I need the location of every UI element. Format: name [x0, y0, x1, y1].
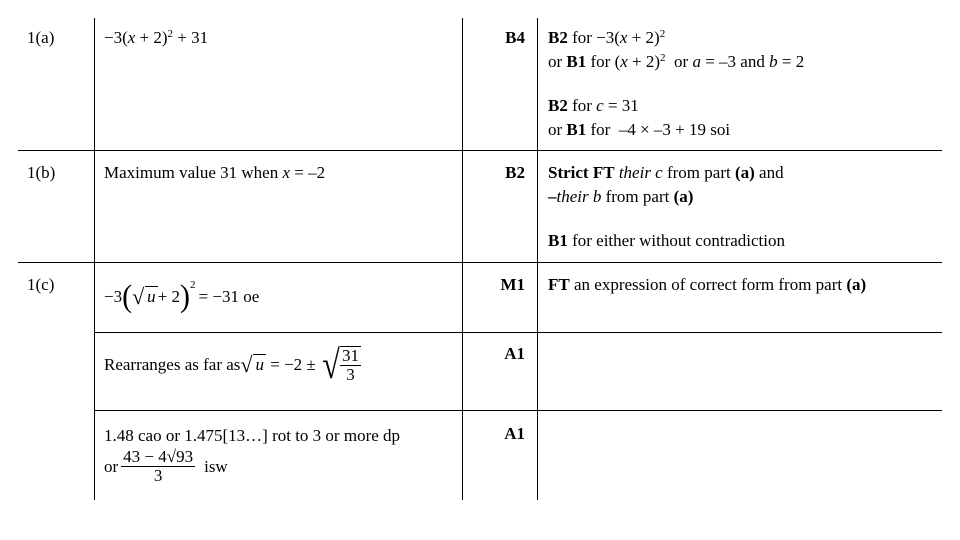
radical-icon: √ [132, 284, 145, 309]
text: or [665, 52, 693, 71]
guidance-line [548, 26, 804, 50]
sqrt-fraction [320, 344, 361, 386]
guidance-line [548, 94, 804, 118]
guidance-line [548, 229, 785, 253]
text: + 2 [157, 287, 181, 306]
sqrt-expression [240, 354, 266, 376]
variable: b [769, 52, 778, 71]
answer-part: −3( [104, 28, 128, 47]
mark-label: B1 [566, 120, 587, 139]
column-divider [94, 18, 95, 500]
sqrt-expression [132, 286, 158, 308]
exponent: 2 [167, 28, 174, 40]
text: Rearranges as far as [104, 355, 241, 374]
guidance-line [548, 50, 804, 74]
exponent: 2 [190, 279, 196, 291]
mark-code: A1 [504, 424, 525, 443]
mark-label: Strict FT [548, 163, 615, 182]
guidance [548, 161, 785, 253]
text: – [548, 187, 557, 206]
text: = –3 and [700, 52, 770, 71]
mark-code: B4 [505, 28, 525, 47]
text: or [548, 52, 567, 71]
text: for ( [586, 52, 621, 71]
equation [104, 448, 228, 485]
variable: x [619, 28, 628, 47]
exponent: 2 [659, 28, 666, 40]
mark-label: B2 [548, 96, 568, 115]
text: + 2) [627, 52, 661, 71]
exponent: 2 [660, 52, 666, 64]
radicand: u [147, 287, 156, 306]
radicand: u [255, 355, 264, 374]
text: for –4 × –3 + 19 soi [586, 120, 731, 139]
text: = 2 [777, 52, 805, 71]
variable: c [596, 96, 604, 115]
mark-label: B1 [548, 231, 568, 250]
text: an expression of correct form from part [569, 275, 847, 294]
spacer [548, 74, 804, 94]
paren-open: ( [122, 279, 133, 314]
text: = –2 [290, 163, 326, 182]
text: from part [601, 187, 674, 206]
text: = 31 [603, 96, 639, 115]
part-ref: (a) [734, 163, 755, 182]
variable: a [692, 52, 701, 71]
guidance-line [548, 118, 804, 142]
answer-a2: 1.48 cao or 1.475[13…] rot to 3 or more dp [104, 426, 401, 445]
text: or [104, 456, 119, 476]
part-ref: (a) [673, 187, 694, 206]
mark-label: B2 [548, 28, 568, 47]
guidance-line [548, 185, 785, 209]
answer-part: + 2) [135, 28, 168, 47]
text: for either without contradiction [567, 231, 786, 250]
column-divider [462, 18, 463, 500]
row-divider [18, 262, 942, 263]
part-ref: (a) [846, 275, 867, 294]
mark-code: B2 [505, 163, 525, 182]
text: from part [662, 163, 735, 182]
text: for −3( [567, 28, 620, 47]
mark-label: B1 [566, 52, 587, 71]
numerator: 43 − 4√93 [123, 447, 194, 466]
row-divider [95, 332, 942, 333]
question-number: 1(b) [27, 163, 56, 182]
mark-code: M1 [500, 275, 525, 294]
row-divider [95, 410, 942, 411]
spacer [548, 209, 785, 229]
answer [104, 161, 325, 185]
numerator: 31 [341, 346, 359, 365]
text: their c [614, 163, 663, 182]
answer-part: + 31 [173, 28, 209, 47]
text: and [754, 163, 784, 182]
answer-a1 [104, 344, 361, 386]
guidance [548, 26, 804, 142]
variable: x [282, 163, 291, 182]
text: = −31 oe [198, 287, 260, 306]
radical-icon: √ [240, 352, 253, 377]
equation [104, 344, 361, 386]
text: or [548, 120, 567, 139]
denominator: 3 [346, 365, 355, 384]
text: −3 [104, 287, 123, 306]
guidance [548, 273, 866, 297]
question-number: 1(a) [27, 28, 55, 47]
answer [104, 26, 208, 50]
mark-code: A1 [504, 344, 525, 363]
variable: x [620, 52, 628, 71]
equation [104, 279, 260, 314]
fraction [340, 346, 361, 386]
text: their b [556, 187, 602, 206]
question-number: 1(c) [27, 275, 55, 294]
text: Maximum value 31 when [104, 163, 283, 182]
fraction [121, 448, 195, 485]
text: + 2) [627, 28, 660, 47]
text: for [567, 96, 597, 115]
answer-variable: x [127, 28, 136, 47]
column-divider [537, 18, 538, 500]
radical-icon: √ [322, 342, 340, 387]
mark-label: FT [548, 275, 570, 294]
text: = −2 ± [265, 355, 320, 374]
answer-a2-alt [104, 448, 228, 485]
text: isw [204, 456, 228, 476]
row-divider [18, 150, 942, 151]
paren-close: ) [180, 279, 191, 314]
answer-m1 [104, 279, 260, 314]
denominator: 3 [153, 466, 163, 485]
guidance-line [548, 161, 785, 185]
